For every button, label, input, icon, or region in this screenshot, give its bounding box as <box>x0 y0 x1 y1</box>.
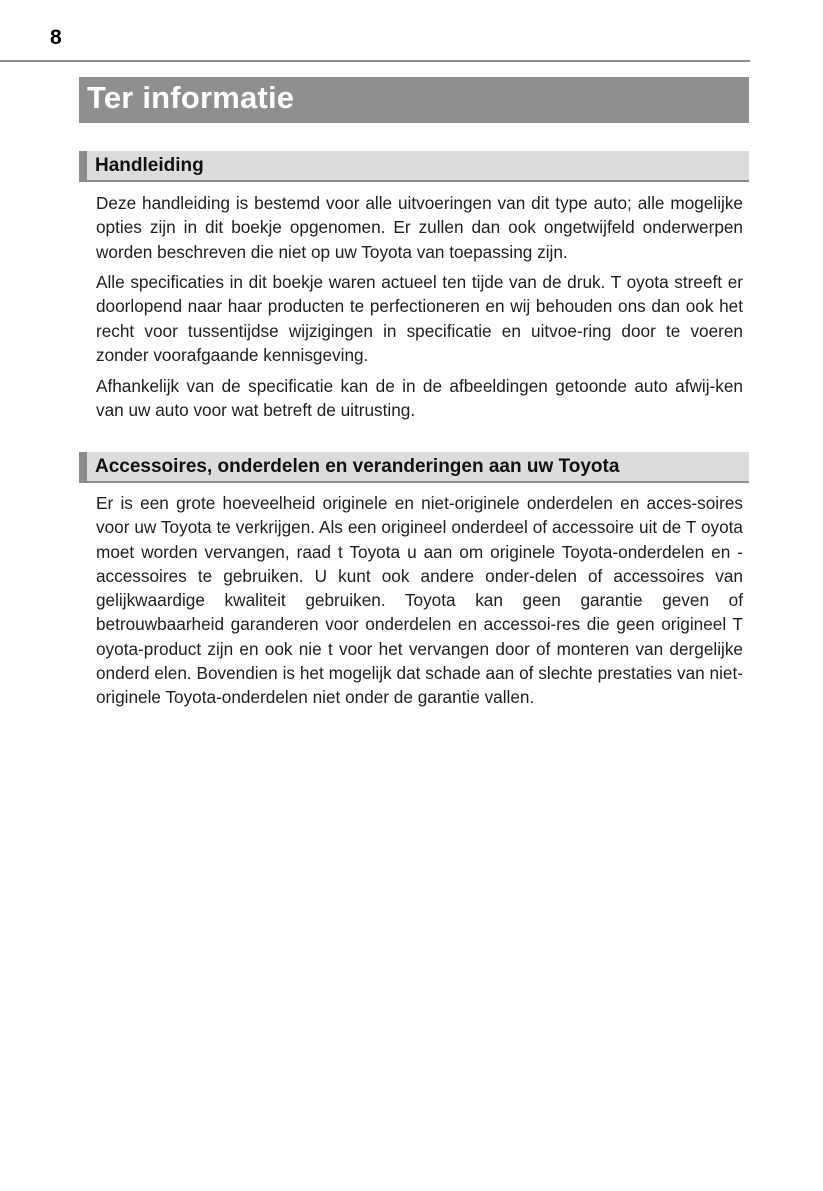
paragraph: Afhankelijk van de specificatie kan de in de afbeeldingen getoonde auto afwij-ken van uw auto voor wat betreft de uitrusting. <box>96 376 743 421</box>
chapter-banner <box>79 77 749 123</box>
section-title: Accessoires, onderdelen en veranderingen aan uw Toyota <box>95 456 620 477</box>
section-title: Handleiding <box>95 155 204 176</box>
section-marker-bar <box>79 452 87 481</box>
chapter-title: Ter informatie <box>87 80 295 115</box>
paragraph: Alle specificaties in dit boekje waren actueel ten tijde van de druk. T oyota streeft er doorlopend naar haar producten te perfectioneren en wij behouden ons dan ook het recht voor tussentijdse wijzigingen in specificatie en uitvoe-ring door te voeren zonder voorafgaande kennisgeving. <box>96 272 743 365</box>
paragraph: Deze handleiding is bestemd voor alle uitvoeringen van dit type auto; alle mogelijke opties zijn in dit boekje opgenomen. Er zullen dan ook ongetwijfeld onderwerpen worden beschreven die niet op uw Toyota van toepassing zijn. <box>96 193 743 262</box>
top-divider <box>0 60 750 62</box>
page-number: 8 <box>50 26 62 49</box>
paragraph: Er is een grote hoeveelheid originele en niet-originele onderdelen en acces-soires voor uw Toyota te verkrijgen. Als een origineel onderdeel of accessoire uit de T oyota moet worden vervangen, raad t Toyota u aan om originele Toyota-onderdelen en -accessoires te gebruiken. U kunt ook andere onder-delen of accessoires van gelijkwaardige kwaliteit gebruiken. Toyota kan geen garantie geven of betrouwbaarheid garanderen voor onderdelen en accessoi-res die geen origineel T oyota-product zijn en ook nie t voor het vervangen door of monteren van dergelijke onderd elen. Bovendien is het mogelijk dat schade aan of slechte prestaties van niet-originele Toyota-onderdelen niet onder de garantie vallen. <box>96 493 743 708</box>
section-header-handleiding <box>79 151 749 182</box>
section-marker-bar <box>79 151 87 180</box>
section-header-accessoires <box>79 452 749 483</box>
